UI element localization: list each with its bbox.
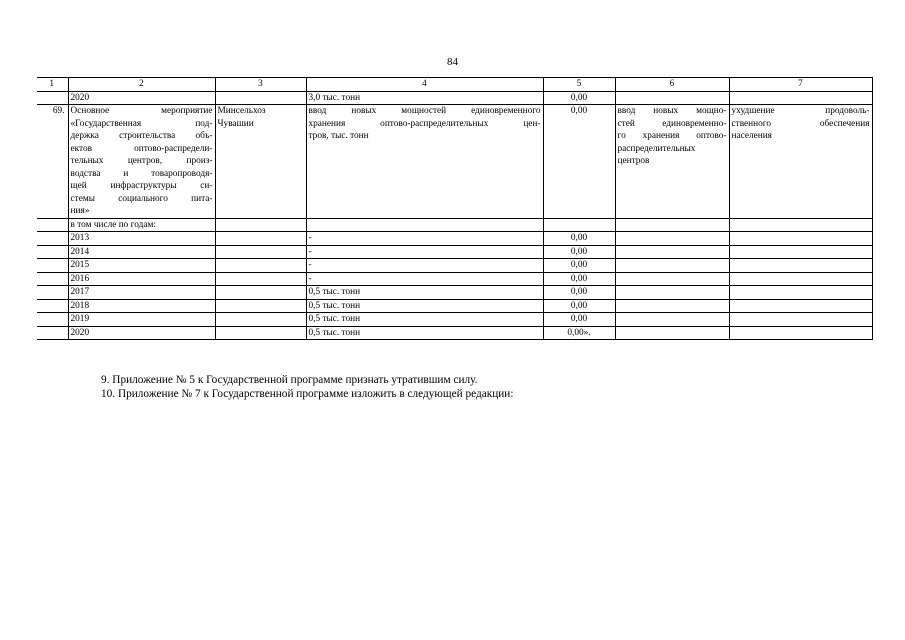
table-row-item-69 [37,105,872,219]
cell-responsible [215,313,306,327]
header-cell: 6 [615,78,729,92]
item-activity-line: Основное мероприятие [70,106,213,116]
cell-responsible [215,272,306,286]
item-result-line: распределительных [617,143,696,154]
cell-result [615,326,729,340]
cell-year: 2020 [68,326,215,340]
table-row-year [37,313,872,327]
item-responsible-line: Минсельхоз [217,106,266,116]
cell-responsible [215,232,306,246]
cell-value: 0,00 [543,91,615,105]
table-header-row [37,78,872,92]
subheader-by-years: в том числе по годам: [68,218,215,232]
cell-consequence [729,299,872,313]
cell-indicator: 3,0 тыс. тонн [306,91,543,105]
cell-consequence [729,313,872,327]
cell-result [615,272,729,286]
cell-result [615,232,729,246]
cell-indicator: 0,5 тыс. тонн [306,313,543,327]
cell-value: 0,00 [543,313,615,327]
cell-number [37,91,68,105]
item-consequence [729,105,872,219]
cell-responsible [215,91,306,105]
item-indicator-line: тров, тыс. тонн [308,131,369,141]
cell-value: 0,00 [543,232,615,246]
cell-year: 2013 [68,232,215,246]
cell-result [615,286,729,300]
header-cell: 5 [543,78,615,92]
item-activity-line: тельных центров, произ- [70,156,213,166]
cell-value: 0,00 [543,286,615,300]
item-activity-line: «Государственная под- [70,118,213,129]
page-number: 84 [447,56,458,68]
cell-consequence [729,326,872,340]
cell-indicator: - [306,272,543,286]
table-row-year [37,272,872,286]
paragraph-item-9: 9. Приложение № 5 к Государственной программе признать утратившим силу. [101,374,478,386]
cell-value: 0,00 [543,299,615,313]
cell-number [37,299,68,313]
item-indicator-line: хранения оптово-распределительных цен- [308,118,541,129]
cell-year: 2018 [68,299,215,313]
item-activity-line: водства и товаропроводя- [70,168,213,179]
cell-indicator: - [306,259,543,273]
cell-consequence [729,272,872,286]
table-row-year [37,245,872,259]
item-consequence-line: населения [731,131,772,141]
cell-result [615,91,729,105]
item-responsible [215,105,306,219]
cell-value: 0,00 [543,245,615,259]
item-result-line: центров [617,156,650,166]
cell-value: 0,00». [543,326,615,340]
item-activity-line: щей инфраструктуры си- [70,181,213,191]
cell-indicator: 0,5 тыс. тонн [306,326,543,340]
item-activity-line: ния» [70,206,90,216]
cell-responsible [215,326,306,340]
table-row-year [37,326,872,340]
item-consequence-line: ухудшение продоволь- [731,106,870,116]
cell-indicator: - [306,245,543,259]
cell-year: 2019 [68,313,215,327]
table-row-year [37,286,872,300]
item-activity-name [68,105,215,219]
table-row-year [37,259,872,273]
item-result [615,105,729,219]
item-activity-line: держка строительства объ- [70,131,213,141]
header-cell: 7 [729,78,872,92]
cell-number [37,272,68,286]
paragraph-item-10: 10. Приложение № 7 к Государственной программе изложить в следующей редакции: [101,388,514,400]
cell-consequence [729,91,872,105]
cell-number [37,259,68,273]
cell-consequence [729,232,872,246]
cell-year: 2017 [68,286,215,300]
header-cell: 4 [306,78,543,92]
item-number: 69. [37,105,68,219]
cell-value: 0,00 [543,272,615,286]
item-result-line: ввод новых мощно- [617,106,727,116]
cell-number [37,313,68,327]
cell-result [615,313,729,327]
cell-responsible [215,286,306,300]
cell-number [37,286,68,300]
item-activity-line: ектов оптово-распредели- [70,143,213,154]
cell-result [615,245,729,259]
cell-number [37,232,68,246]
cell-number [37,245,68,259]
program-table [37,77,873,340]
item-value: 0,00 [543,105,615,219]
cell-year: 2016 [68,272,215,286]
cell-consequence [729,286,872,300]
item-indicator [306,105,543,219]
header-cell: 3 [215,78,306,92]
table-row-year [37,299,872,313]
item-consequence-line: ственного обеспечения [731,118,870,129]
cell-consequence [729,245,872,259]
cell-responsible [215,259,306,273]
cell-year: 2020 [68,91,215,105]
cell-responsible [215,299,306,313]
table-row-subheader [37,218,872,232]
item-indicator-line: ввод новых мощностей единовременного [308,106,541,116]
cell-value: 0,00 [543,259,615,273]
header-cell: 2 [68,78,215,92]
cell-indicator: 0,5 тыс. тонн [306,299,543,313]
cell-consequence [729,259,872,273]
header-cell: 1 [37,78,68,92]
cell-result [615,299,729,313]
item-responsible-line: Чувашии [217,118,254,129]
cell-result [615,259,729,273]
table-row [37,91,872,105]
cell-responsible [215,245,306,259]
item-result-line: стей единовременно- [617,118,727,129]
cell-year: 2014 [68,245,215,259]
cell-indicator: - [306,232,543,246]
cell-number [37,326,68,340]
item-result-line: го хранения оптово- [617,131,727,141]
cell-indicator: 0,5 тыс. тонн [306,286,543,300]
item-activity-line: стемы социального пита- [70,193,213,204]
cell-year: 2015 [68,259,215,273]
table-row-year [37,232,872,246]
